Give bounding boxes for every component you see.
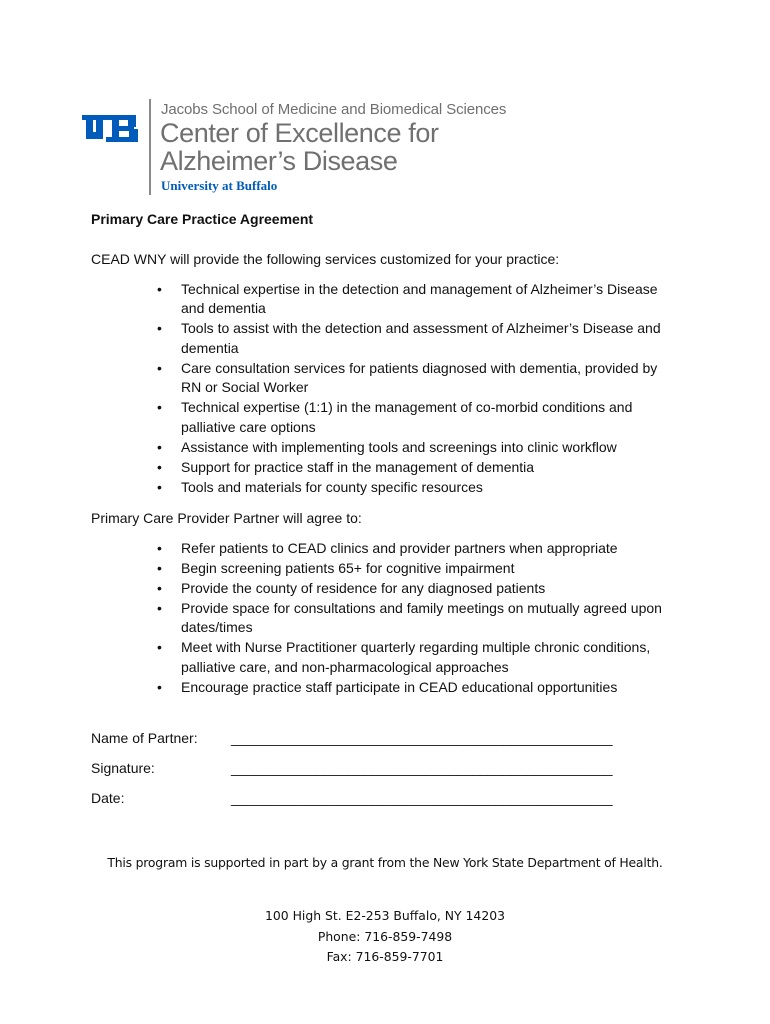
- center-name-line2: Alzheimer’s Disease: [160, 146, 398, 176]
- address-line: 100 High St. E2-253 Buffalo, NY 14203: [265, 908, 505, 923]
- list-item: • Encourage practice staff participate in CEAD educational opportunities: [155, 678, 675, 697]
- signature-field[interactable]: _________________________________________________: [231, 760, 613, 776]
- date-label: Date:: [91, 790, 125, 806]
- list-item: • Refer patients to CEAD clinics and provider partners when appropriate: [155, 539, 675, 558]
- partner-name-field[interactable]: _________________________________________________: [231, 730, 613, 746]
- date-field[interactable]: _________________________________________________: [231, 790, 613, 806]
- list-item: • Tools to assist with the detection and assessment of Alzheimer’s Disease and dementia: [155, 319, 675, 358]
- list-item: • Care consultation services for patients diagnosed with dementia, provided by RN or Social Worker: [155, 359, 675, 398]
- list-item: • Begin screening patients 65+ for cognitive impairment: [155, 559, 675, 578]
- list-item: • Tools and materials for county specific resources: [155, 478, 675, 497]
- list-item: • Technical expertise in the detection and management of Alzheimer’s Disease and dementia: [155, 280, 675, 319]
- list-item: • Provide space for consultations and family meetings on mutually agreed upon dates/times: [155, 599, 675, 638]
- partner-name-label: Name of Partner:: [91, 730, 198, 746]
- ub-logo-mark: [82, 115, 140, 145]
- partner-intro: Primary Care Provider Partner will agree to:: [91, 510, 362, 526]
- list-item: • Technical expertise (1:1) in the management of co-morbid conditions and palliative care options: [155, 398, 675, 437]
- ub-cead-logo: [82, 97, 507, 197]
- center-name-line1: Center of Excellence for: [160, 118, 439, 148]
- list-item: • Meet with Nurse Practitioner quarterly regarding multiple chronic conditions, palliative care, and non-pharmacological approaches: [155, 638, 675, 677]
- logo-divider: [149, 99, 151, 195]
- services-list: [155, 280, 675, 498]
- phone-line: Phone: 716-859-7498: [317, 928, 453, 944]
- services-intro: CEAD WNY will provide the following services customized for your practice:: [91, 251, 560, 267]
- university-name: University at Buffalo: [161, 178, 278, 193]
- school-name: Jacobs School of Medicine and Biomedical Sciences: [161, 101, 507, 118]
- document-title: Primary Care Practice Agreement: [91, 211, 314, 227]
- fax-line: Fax: 716-859-7701: [326, 949, 444, 965]
- contact-block: [0, 906, 770, 968]
- signature-label: Signature:: [91, 760, 155, 776]
- list-item: • Assistance with implementing tools and screenings into clinic workflow: [155, 438, 675, 457]
- list-item: • Support for practice staff in the management of dementia: [155, 458, 675, 477]
- partner-obligations-list: [155, 539, 675, 698]
- list-item: • Provide the county of residence for any diagnosed patients: [155, 579, 675, 598]
- funding-note: This program is supported in part by a grant from the New York State Department of Health.: [107, 855, 663, 870]
